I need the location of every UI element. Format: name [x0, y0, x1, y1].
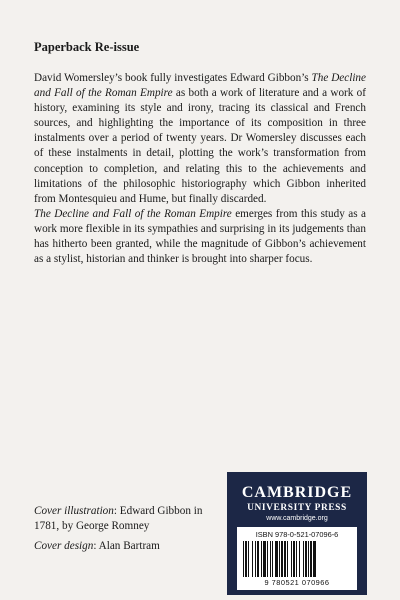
isbn-text: ISBN 978-0-521-07096-6 — [255, 530, 339, 539]
illustration-label: Cover illustration — [34, 505, 114, 517]
publisher-panel — [227, 472, 367, 595]
barcode-area — [237, 527, 357, 590]
blurb — [34, 71, 366, 267]
publisher-url: www.cambridge.org — [266, 515, 328, 522]
book-title: The Decline and Fall of the Roman Empire — [34, 207, 232, 220]
cover-credits — [34, 504, 219, 558]
publisher-subtitle: UNIVERSITY PRESS — [247, 503, 347, 513]
illustration-text: : Edward Gibbon in 1781, by George Romney — [34, 505, 203, 533]
reissue-heading: Paperback Re-issue — [34, 40, 140, 54]
paragraph-1-text: as both a work of literature and a work of history, examining its style and irony, tracing its classical and French sources, and highlighting the importance of its composition in three instalments over a period of twenty years. Dr Womersley discusses each of these instalments in detail, plotting the work’s transformation from conception to completion, and relating this to the achievements and limitations of the philosophic historiography which Gibbon inherited from Montesquieu and Hume, but finally discarded. — [34, 87, 366, 205]
barcode-icon — [241, 541, 353, 577]
design-text: : Alan Bartram — [93, 539, 160, 552]
book-title: The Decline and Fall of the Roman Empire — [34, 72, 366, 100]
blurb-paragraph-1 — [34, 71, 366, 207]
blurb-paragraph-2 — [34, 207, 366, 267]
design-label: Cover design — [34, 539, 94, 552]
paragraph-2-text: emerges from this study as a work more flexible in its sympathies and surprising in its judgements than has hitherto been granted, while the magnitude of Gibbon’s achievement as a stylist, historian and thinker is brought into sharper focus. — [34, 207, 366, 266]
paragraph-1-prefix: David Womersley’s book fully investigates Edward Gibbon’s — [34, 72, 312, 84]
illustration-credit — [34, 504, 219, 535]
barcode-digits: 9 780521 070966 — [264, 578, 330, 587]
design-credit — [34, 539, 219, 554]
publisher-logo: CAMBRIDGE — [241, 484, 353, 501]
